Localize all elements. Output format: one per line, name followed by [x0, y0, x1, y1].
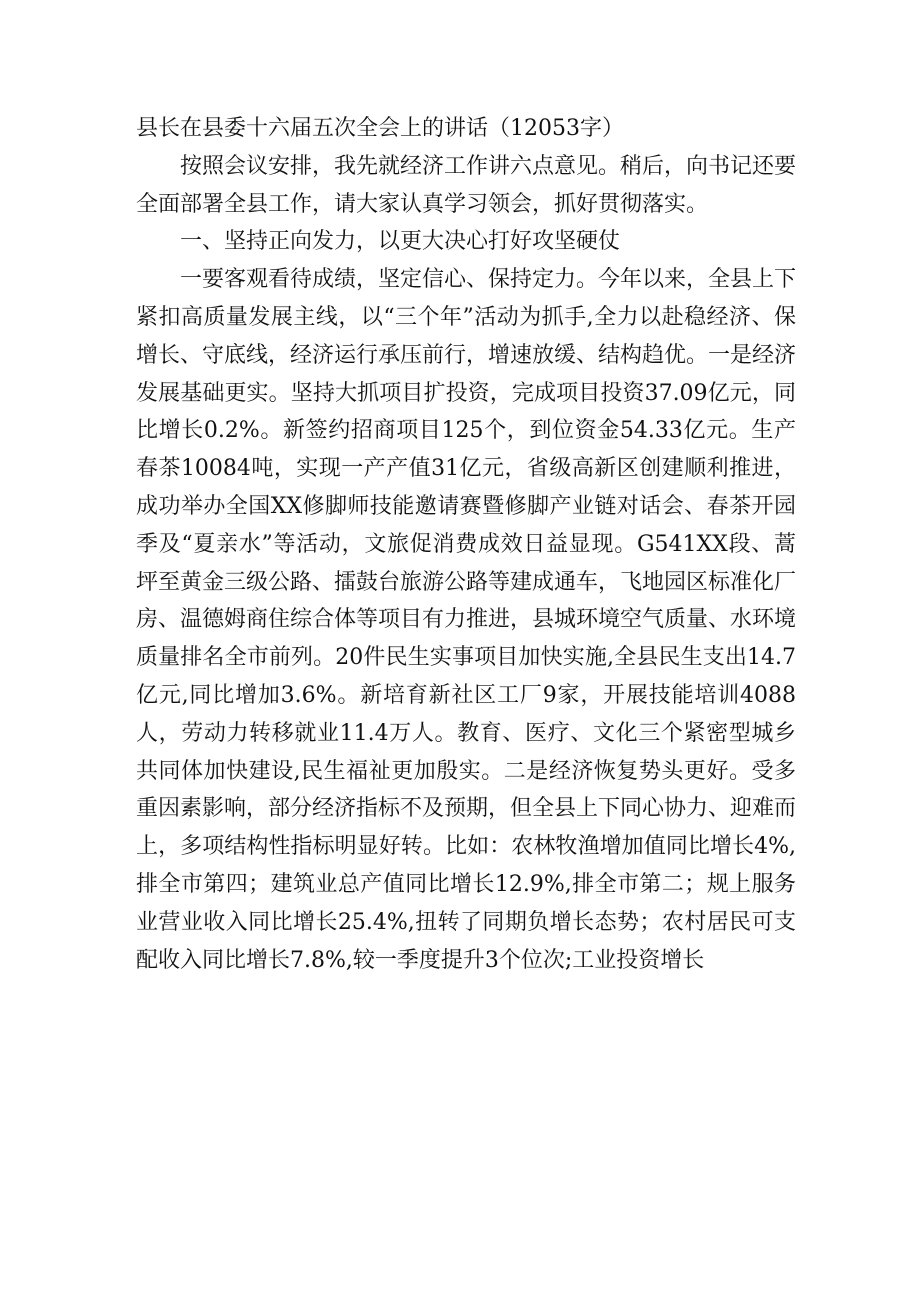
- body-paragraph: 一要客观看待成绩，坚定信心、保持定力。今年以来，全县上下紧扣高质量发展主线，以“三个年”活动为抓手,全力以赴稳经济、保增长、守底线，经济运行承压前行，增速放缓、结构趋优。一是经济发展基础更实。坚持大抓项目扩投资，完成项目投资37.09亿元，同比增长0.2%。新签约招商项目125个，到位资金54.33亿元。生产春茶10084吨，实现一产产值31亿元，省级高新区创建顺利推进，成功举办全国XX修脚师技能邀请赛暨修脚产业链对话会、春茶开园季及“夏亲水”等活动，文旅促消费成效日益显现。G541XX段、蒿坪至黄金三级公路、擂鼓台旅游公路等建成通车，飞地园区标准化厂房、温德姆商住综合体等项目有力推进，县城环境空气质量、水环境质量排名全市前列。20件民生实事项目加快实施,全县民生支出14.7亿元,同比增加3.6%。新培育新社区工厂9家，开展技能培训4088人，劳动力转移就业11.4万人。教育、医疗、文化三个紧密型城乡共同体加快建设,民生福祉更加殷实。二是经济恢复势头更好。受多重因素影响，部分经济指标不及预期，但全县上下同心协力、迎难而上，多项结构性指标明显好转。比如：农林牧渔增加值同比增长4%,排全市第四；建筑业总产值同比增长12.9%,排全市第二；规上服务业营业收入同比增长25.4%,扭转了同期负增长态势；农村居民可支配收入同比增长7.8%,较一季度提升3个位次;工业投资增长: [136, 267, 797, 973]
- document-title: 县长在县委十六届五次全会上的讲话（12053字）: [136, 116, 624, 141]
- section-heading: 一、坚持正向发力，以更大决心打好攻坚硬仗: [180, 229, 621, 255]
- intro-paragraph: 按照会议安排，我先就经济工作讲六点意见。稍后，向书记还要全面部署全县工作，请大家认真学习领会，抓好贯彻落实。: [136, 153, 797, 217]
- document-page: [136, 110, 796, 979]
